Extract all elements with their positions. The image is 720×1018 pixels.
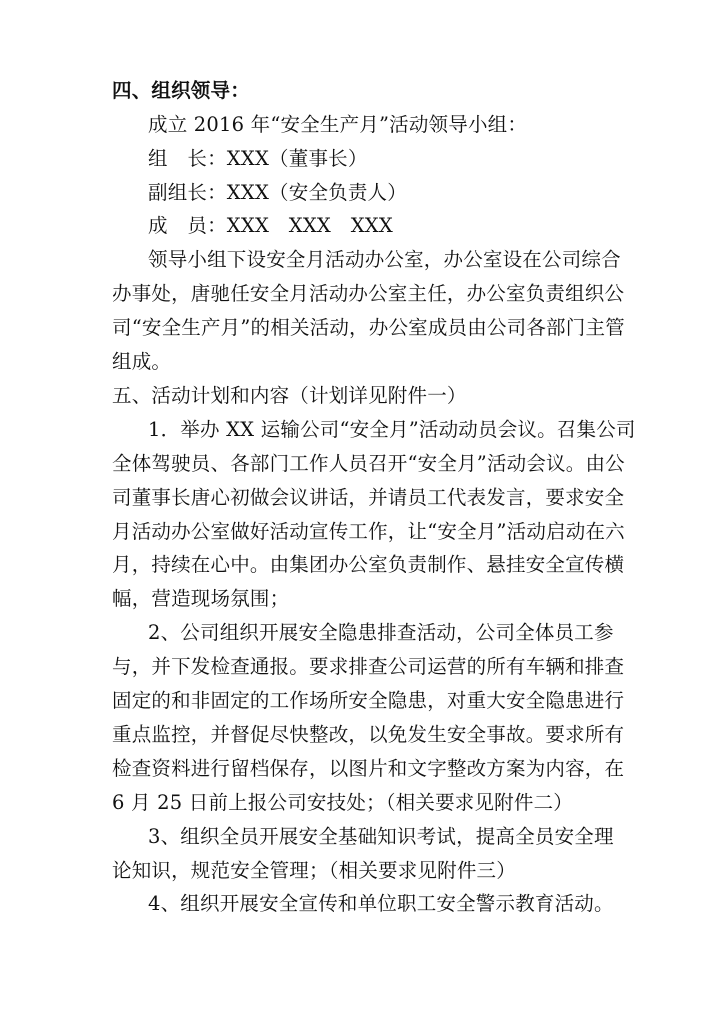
office-paragraph-line: 领导小组下设安全月活动办公室，办公室设在公司综合 [148,248,621,271]
office-paragraph-line: 组成。 [112,350,172,373]
section-5-heading: 五、活动计划和内容（计划详见附件一） [112,384,467,407]
item-4-line: 4、组织开展安全宣传和单位职工安全警示教育活动。 [148,892,614,915]
item-2-line: 重点监控，并督促尽快整改，以免发生安全事故。要求所有 [112,723,625,746]
office-paragraph-line: 司“安全生产月”的相关活动，办公室成员由公司各部门主管 [112,316,625,339]
leader-line: 组 长：XXX（董事长） [148,147,368,170]
deputy-leader-line: 副组长：XXX（安全负责人） [148,181,407,204]
item-1-line: 月，持续在心中。由集团办公室负责制作、悬挂安全宣传横 [112,553,625,576]
section-4-heading: 四、组织领导： [112,79,250,102]
item-2-line: 与，并下发检查通报。要求排查公司运营的所有车辆和排查 [112,655,625,678]
office-paragraph-line: 办事处，唐驰任安全月活动办公室主任，办公室负责组织公 [112,282,625,305]
item-2-line: 6 月 25 日前上报公司安技处；（相关要求见附件二） [112,791,573,814]
item-2-line: 2、公司组织开展安全隐患排查活动，公司全体员工参 [148,621,614,644]
item-1-line: 司董事长唐心初做会议讲话，并请员工代表发言，要求安全 [112,486,625,509]
item-1-line: 全体驾驶员、各部门工作人员召开“安全月”活动会议。由公 [112,452,625,475]
item-2-line: 检查资料进行留档保存，以图片和文字整改方案为内容，在 [112,757,625,780]
item-1-line: 幅，营造现场氛围； [112,587,290,610]
members-line: 成 员：XXX XXX XXX [148,214,393,237]
group-established-line: 成立 2016 年“安全生产月”活动领导小组： [148,113,528,136]
item-2-line: 固定的和非固定的工作场所安全隐患，对重大安全隐患进行 [112,689,625,712]
item-3-line: 论知识，规范安全管理；（相关要求见附件三） [112,859,516,882]
item-1-line: 1．举办 XX 运输公司“安全月”活动动员会议。召集公司 [148,418,636,441]
item-3-line: 3、组织全员开展安全基础知识考试，提高全员安全理 [148,825,614,848]
item-1-line: 月活动办公室做好活动宣传工作，让“安全月”活动启动在六 [112,520,625,543]
